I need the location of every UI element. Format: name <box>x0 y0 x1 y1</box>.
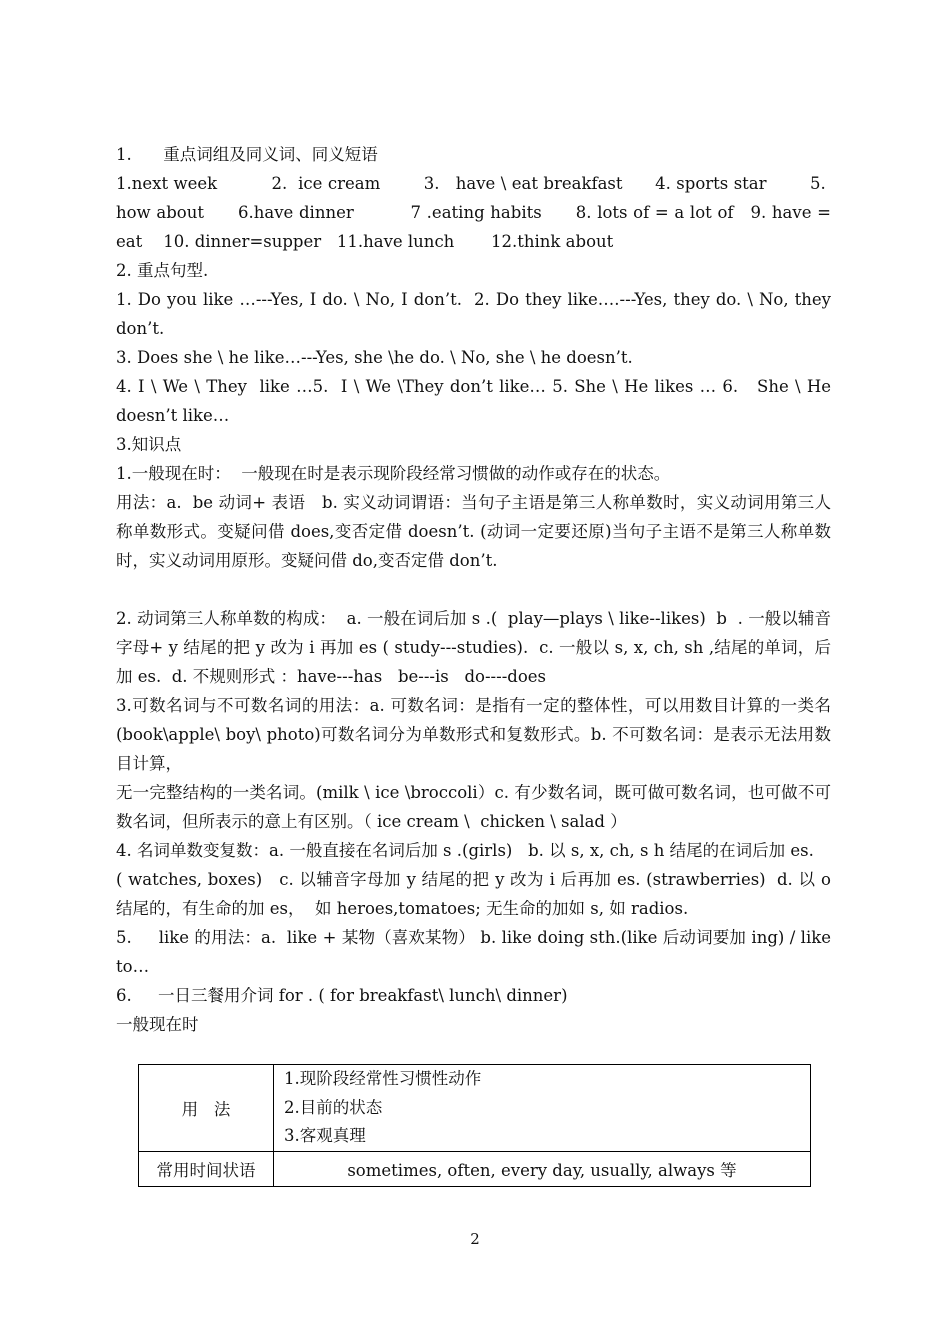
sentence-pattern-1: 1. Do you like …---Yes, I do. \ No, I don’t. 2. Do they like….---Yes, they do. \ No, they don’t. <box>116 290 831 338</box>
point-usage: 用法：a. be 动词+ 表语 b. 实义动词谓语：当句子主语是第三人称单数时，实义动词用第三人称单数形式。变疑问借 does,变否定借 doesn’t. (动词一定要还原)当句子主语不是第三人称单数时，实义动词用原形。变疑问借 do,变否定借 don’t. <box>116 493 831 570</box>
phrase-list: 1.next week 2. ice cream 3. have \ eat breakfast 4. sports star 5. how about 6.have dinner 7 .eating habits 8. lots of = a lot of 9. have = eat 10. dinner=supper 11.have lunch 12.think about <box>116 174 831 251</box>
document-body <box>116 140 831 1039</box>
usage-item: 3.客观真理 <box>284 1126 366 1145</box>
point-uncountable-nouns: 无一完整结构的一类名词。(milk \ ice \broccoli）c. 有少数名词，既可做可数名词，也可做不可数名词，但所表示的意上有区别。（ ice cream \ chicken \ salad ） <box>116 783 831 831</box>
point-meals-preposition: 6. 一日三餐用介词 for . ( for breakfast\ lunch\ dinner) <box>116 986 568 1005</box>
point-plural-nouns-cont: ( watches, boxes) c. 以辅音字母加 y 结尾的把 y 改为 i 后再加 es. (strawberries) d. 以 o 结尾的，有生命的加 es， 如 heroes,tomatoes; 无生命的加如 s, 如 radios. <box>116 870 831 918</box>
sentence-pattern-3: 4. I \ We \ They like …5. I \ We \They don’t like… 5. She \ He likes … 6. She \ He doesn’t like… <box>116 377 831 425</box>
point-like-usage: 5. like 的用法：a. like + 某物（喜欢某物） b. like doing sth.(like 后动词要加 ing) / like to… <box>116 928 831 976</box>
usage-item: 2.目前的状态 <box>284 1097 383 1117</box>
simple-present-table <box>138 1064 811 1187</box>
point-countable-nouns: 3.可数名词与不可数名词的用法：a. 可数名词：是指有一定的整体性，可以用数目计算的一类名(book\apple\ boy\ photo)可数名词分为单数形式和复数形式。b. 不可数名词：是表示无法用数目计算， <box>116 696 831 773</box>
point-simple-present: 1.一般现在时： 一般现在时是表示现阶段经常习惯做的动作或存在的状态。 <box>116 464 671 483</box>
point-third-person-singular: 2. 动词第三人称单数的构成： a. 一般在词后加 s .( play—plays \ like--likes) b . 一般以辅音字母+ y 结尾的把 y 改为 i 再加 es ( study---studies). c. 一般以 s, x, ch, sh ,结尾的单词，后加 es. d. 不规则形式 ：have---has be---is do----does <box>116 609 831 686</box>
blank-line <box>116 575 831 604</box>
sentence-pattern-2: 3. Does she \ he like…---Yes, she \he do. \ No, she \ he doesn’t. <box>116 348 633 367</box>
usage-label: 用 法 <box>139 1065 274 1152</box>
table-row <box>139 1065 811 1152</box>
usage-cell <box>274 1065 811 1152</box>
table-caption: 一般现在时 <box>116 1015 199 1034</box>
usage-item: 1.现阶段经常性习惯性动作 <box>284 1069 482 1088</box>
table-row <box>139 1151 811 1186</box>
adverbs-value: sometimes, often, every day, usually, always 等 <box>274 1151 811 1186</box>
page-number: 2 <box>470 1230 480 1248</box>
heading-key-sentences: 2. 重点句型. <box>116 261 209 280</box>
point-plural-nouns: 4. 名词单数变复数：a. 一般直接在名词后加 s .(girls) b. 以 s, x, ch, s h 结尾的在词后加 es. <box>116 841 814 860</box>
adverbs-label: 常用时间状语 <box>139 1151 274 1186</box>
heading-key-phrases: 1. 重点词组及同义词、同义短语 <box>116 145 378 164</box>
heading-knowledge-points: 3.知识点 <box>116 435 182 454</box>
